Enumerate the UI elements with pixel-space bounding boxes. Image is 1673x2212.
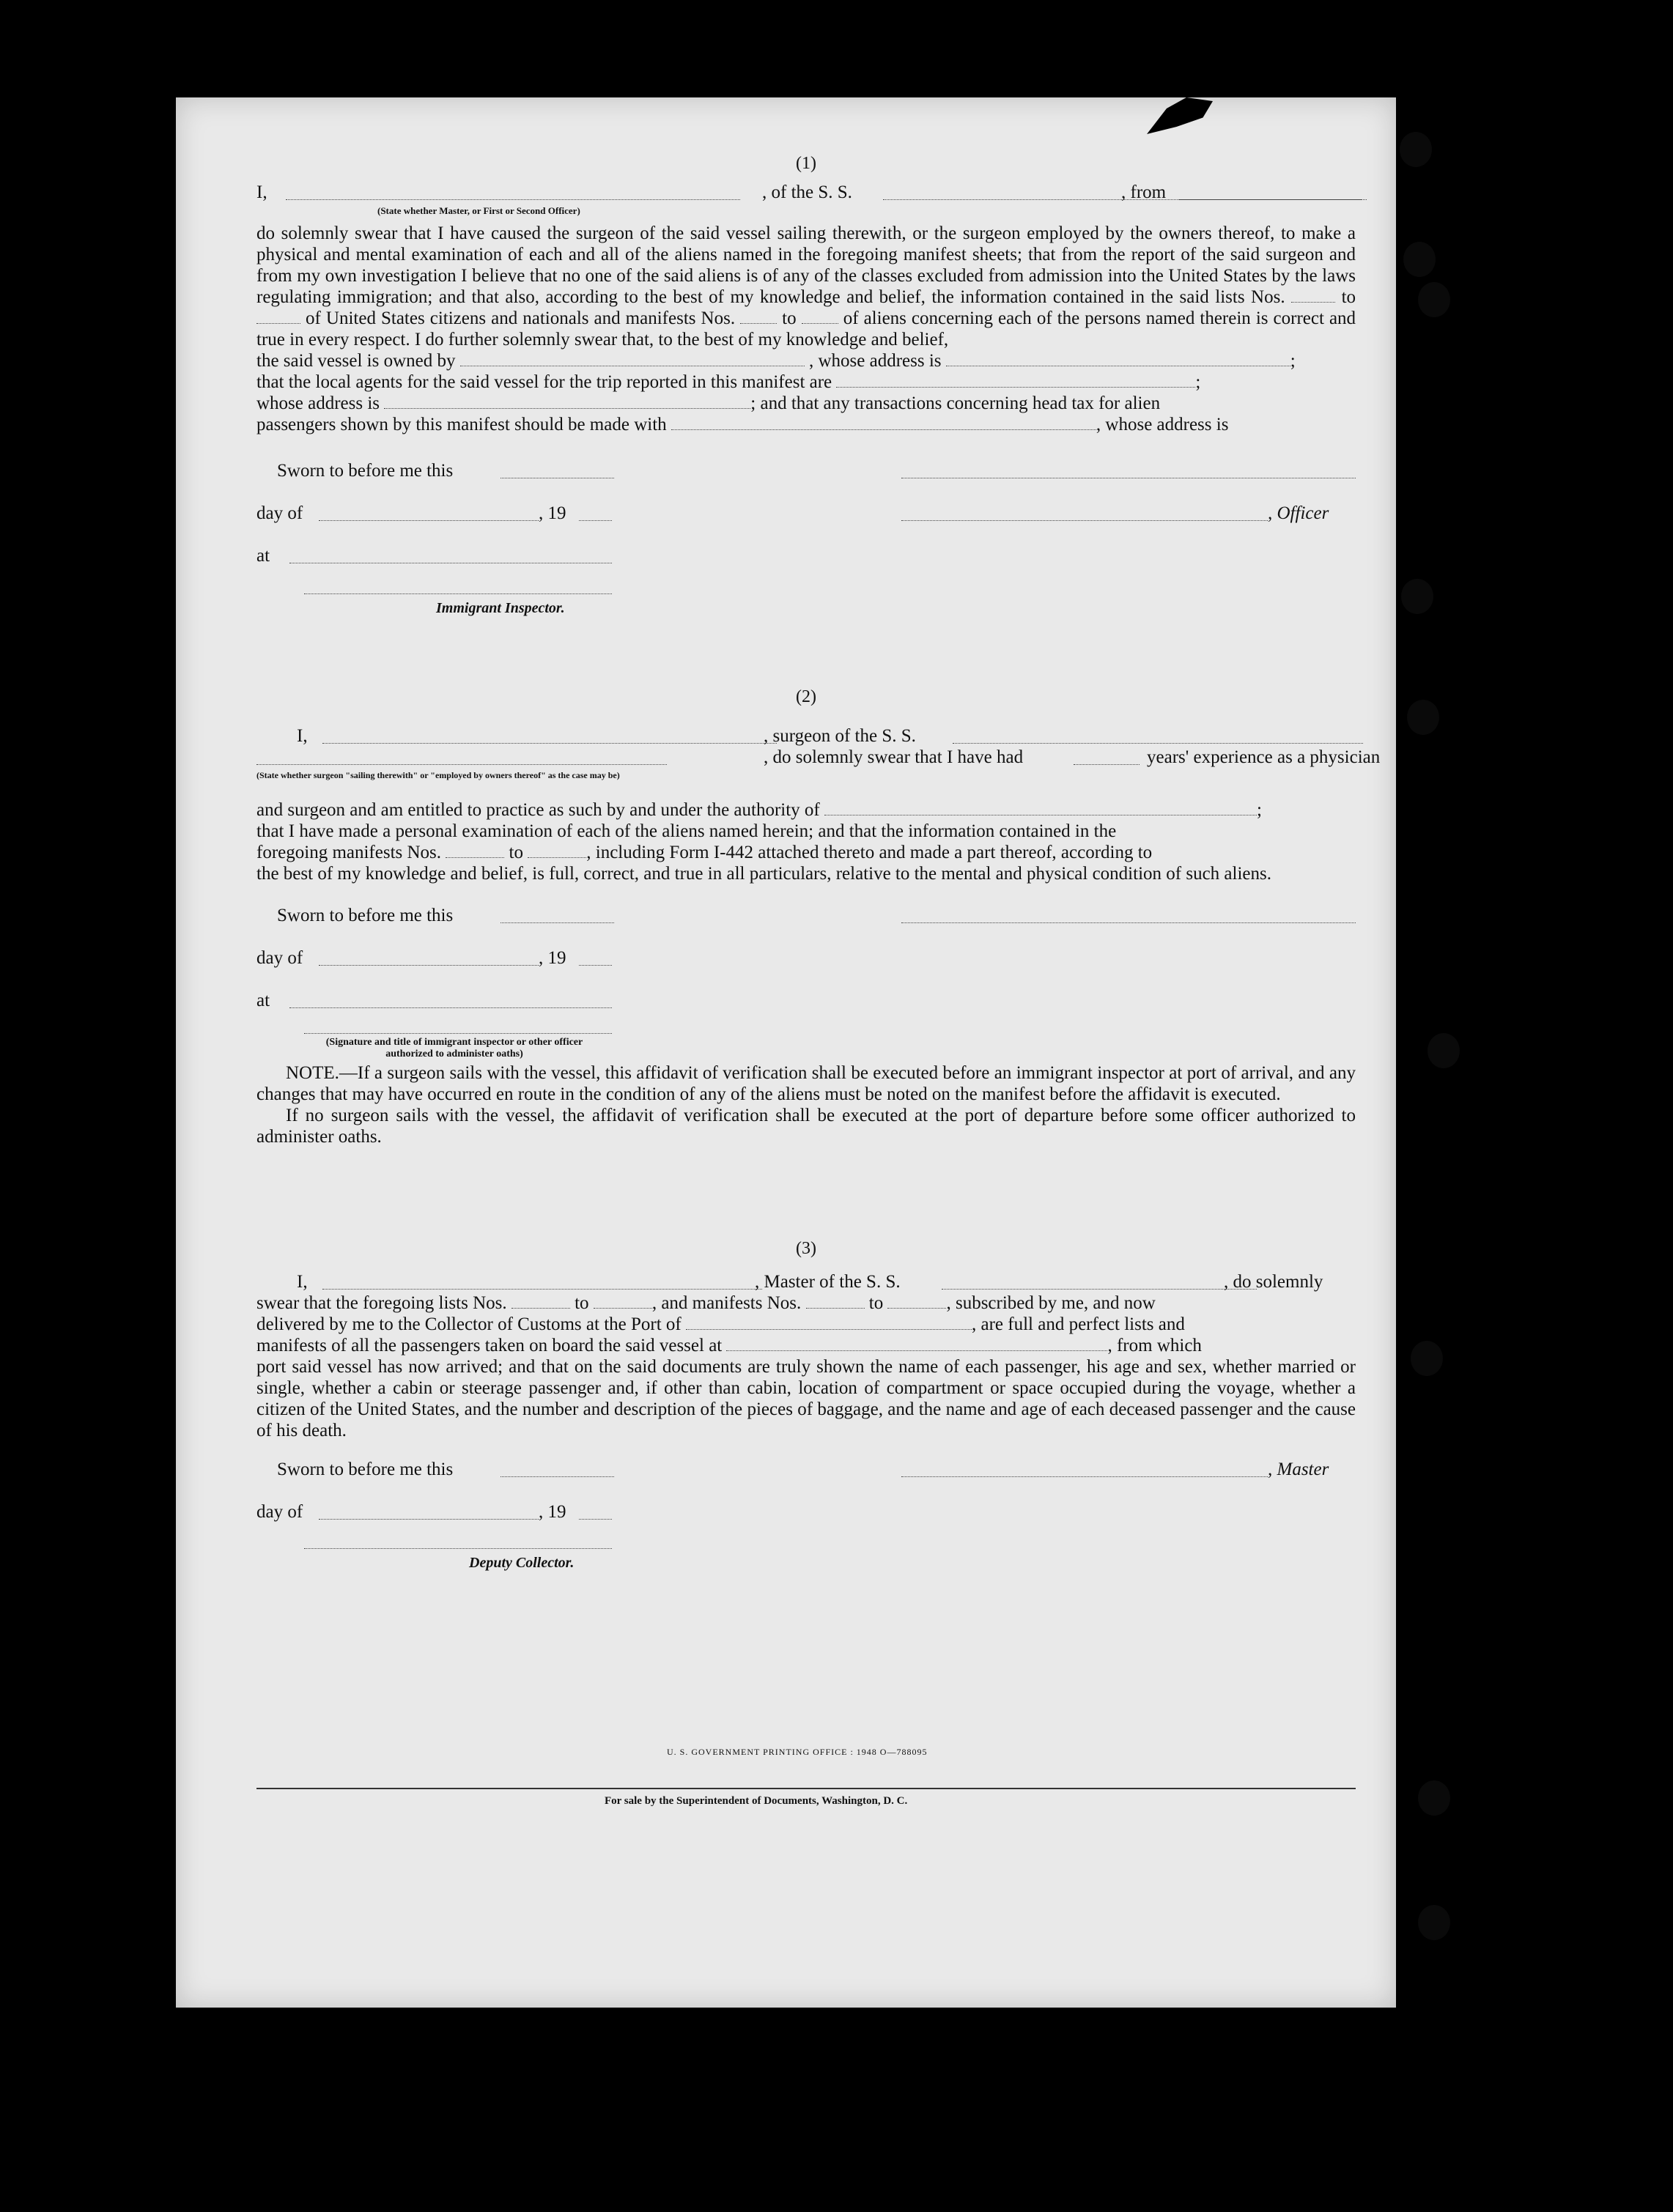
officer-caption: (State whether Master, or First or Second Officer): [377, 205, 580, 216]
at-label: at: [256, 991, 270, 1010]
year-prefix: , 19: [539, 948, 566, 968]
foregoing-manifests-line: [256, 842, 1356, 863]
sworn-date-blank: [501, 1462, 614, 1477]
sworn-label: Sworn to before me this: [277, 1460, 454, 1479]
surgeon-caption: (State whether surgeon "sailing therewith" or "employed by owners thereof" as the case may be): [256, 770, 620, 780]
master-vessel-blank: [942, 1274, 1257, 1290]
master-label: , Master: [1268, 1460, 1329, 1479]
punch-hole: [1411, 1341, 1443, 1376]
sworn-date-blank: [501, 463, 614, 478]
footer-rule: [256, 1788, 1356, 1789]
manifest-from-blank: [740, 308, 777, 324]
local-agents-line: that the local agents for the said vessel for the trip reported in this manifest are ;: [256, 372, 1201, 392]
sworn-label: Sworn to before me this: [277, 461, 454, 481]
local-agents-label: that the local agents for the said vessel for the trip reported in this manifest are: [256, 372, 832, 392]
owned-by-label: the said vessel is owned by: [256, 351, 456, 371]
foregoing-label: foregoing manifests Nos.: [256, 843, 442, 862]
year-blank: [579, 950, 612, 966]
examination-text: that I have made a personal examination of each of the aliens named herein; and that the information contained in the: [256, 821, 1117, 841]
place-blank: [289, 548, 612, 563]
day-blank: [319, 950, 539, 966]
day-blank: [319, 506, 539, 521]
sale-notice: For sale by the Superintendent of Documents, Washington, D. C.: [605, 1795, 908, 1807]
manifests-all-line: [256, 1335, 1356, 1356]
section-2-signatures: [256, 905, 1356, 1062]
inspector-caption: Immigrant Inspector.: [436, 600, 565, 616]
us-manifests-label: of United States citizens and nationals and manifests Nos.: [306, 308, 736, 328]
agents-address-blank: [384, 393, 750, 409]
at-label: at: [256, 546, 270, 566]
and-manifests-label: , and manifests Nos.: [651, 1293, 802, 1313]
officer-title-blank: [286, 185, 740, 200]
year-blank: [579, 1504, 612, 1520]
inspector-signature-line: [304, 593, 612, 594]
delivered-label: delivered by me to the Collector of Customs at the Port of: [256, 1314, 682, 1334]
passengers-label: passengers shown by this manifest should be made with: [256, 415, 667, 434]
day-blank: [319, 1504, 539, 1520]
do-solemnly-label: , do solemnly swear that I have had: [764, 747, 1024, 767]
punch-hole: [1407, 700, 1439, 735]
address-label: , whose address is: [1096, 415, 1229, 434]
year-prefix: , 19: [539, 503, 566, 523]
gpo-imprint: U. S. GOVERNMENT PRINTING OFFICE : 1948 O—788095: [667, 1747, 928, 1757]
year-blank: [579, 506, 612, 521]
surgeon-signature-blank: [901, 908, 1356, 923]
officer-label: , Officer: [1268, 503, 1329, 523]
officer-signature-line: [304, 1033, 612, 1034]
paragraph-text: therein is correct and true in every respect. I do further solemnly swear that, to the best of my knowledge and belief,: [256, 308, 1356, 349]
year-prefix: , 19: [539, 1502, 566, 1522]
to-label: to: [782, 308, 797, 328]
day-of-label: day of: [256, 503, 303, 523]
place-blank: [289, 993, 612, 1008]
swear-lists-label: swear that the foregoing lists Nos.: [256, 1293, 507, 1313]
surgeon-line: [256, 725, 1356, 747]
head-tax-label: ; and that any transactions concerning head tax for alien: [750, 393, 1161, 413]
lists-to-blank: [594, 1293, 652, 1309]
section-1-paragraph: [256, 223, 1356, 350]
punch-hole: [1428, 1033, 1460, 1068]
of-the-ss: , of the S. S.: [762, 182, 852, 202]
do-solemnly-label: , do solemnly: [1224, 1272, 1323, 1292]
note-paragraph: NOTE.—If a surgeon sails with the vessel, this affidavit of verification shall be executed before an immigrant inspector at port of arrival, and any changes that may have occurred en route in the condition of any of the aliens must be noted on the manifest before the affidavit is executed.: [256, 1063, 1356, 1104]
manifest-to-blank: [528, 843, 586, 858]
note-paragraph-2: If no surgeon sails with the vessel, the affidavit of verification shall be executed at the port of departure before some officer authorized to administer oaths.: [256, 1106, 1356, 1147]
passengers-line: [256, 414, 1356, 435]
condition-text: the best of my knowledge and belief, is full, correct, and true in all particulars, relative to the mental and physical condition of such aliens.: [256, 864, 1271, 884]
section-1-number: (1): [796, 154, 816, 173]
to-label: to: [575, 1293, 589, 1313]
from-label: , from: [1121, 182, 1167, 202]
day-of-label: day of: [256, 948, 303, 968]
section-3-number: (3): [796, 1239, 816, 1258]
head-tax-party-blank: [671, 415, 1096, 430]
agents-address-line: [256, 393, 1356, 414]
authority-label: and surgeon and am entitled to practice as such by and under the authority of: [256, 800, 820, 820]
to-label: to: [868, 1293, 884, 1313]
documents-paragraph: port said vessel has now arrived; and that on the said documents are truly shown the name of each passenger, his age and sex, whether married or single, whether a cabin or steerage passenger and, if other than cabin, location of compartment or space occupied during the voyage, whether a citizen of the United States, and the number and description of the pieces of baggage, and the name and age of each deceased passenger and the cause of his death.: [256, 1357, 1356, 1440]
authority-blank: [824, 800, 1257, 815]
manifest-from-blank: [446, 843, 504, 858]
paragraph-text: do solemnly swear that I have caused the surgeon of the said vessel sailing therewith, or the surgeon employed by the owners thereof, to make a physical and mental examination of each and all of the aliens named in the foregoing manifest sheets; that from the report of the said surgeon and from my own investigation I believe that no one of the said aliens is of any of the classes excluded from admission into the United States by the laws regulating immigration; and that also, according to the best of my knowledge and belief, the information contained in the said lists Nos.: [256, 223, 1356, 307]
punch-hole: [1418, 282, 1450, 317]
to-label: to: [509, 843, 523, 862]
manifest-to-blank: [887, 1293, 946, 1309]
section-1-first-line: [256, 182, 1356, 203]
from-port-blank: [1178, 185, 1362, 200]
master-line: [256, 1271, 1356, 1292]
to-label: to: [1341, 287, 1356, 307]
swear-lists-line: [256, 1292, 1356, 1314]
years-experience-label: years' experience as a physician: [1147, 747, 1381, 767]
lists-from-blank: [511, 1293, 570, 1309]
deputy-caption: Deputy Collector.: [469, 1555, 575, 1571]
departure-port-blank: [726, 1336, 1107, 1351]
manifest-to-blank: [802, 308, 838, 324]
agents-blank: [836, 372, 1195, 388]
pronoun-i: I,: [297, 1272, 308, 1292]
owner-address-blank: [946, 351, 1290, 366]
officer-name-blank: [901, 506, 1268, 521]
sworn-label: Sworn to before me this: [277, 906, 454, 925]
surgeon-status-blank: [256, 750, 667, 765]
affidavit-content: [256, 150, 1381, 1583]
deputy-signature-line: [304, 1548, 612, 1549]
punch-hole: [1401, 579, 1433, 614]
full-perfect-label: , are full and perfect lists and: [972, 1314, 1185, 1334]
address-label: whose address is: [256, 393, 380, 413]
lists-from-blank: [1291, 287, 1335, 303]
including-label: , including Form I-442 attached thereto and made a part thereof, according to: [586, 843, 1153, 862]
section-2-number: (2): [796, 687, 816, 706]
manifest-from-blank: [806, 1293, 865, 1309]
punch-hole: [1418, 1905, 1450, 1940]
from-which-label: , from which: [1107, 1336, 1202, 1355]
section-1-signatures: [256, 460, 1356, 625]
surgeon-name-blank: [322, 728, 777, 744]
delivered-line: [256, 1314, 1356, 1335]
lists-to-blank: [256, 308, 300, 324]
port-blank: [686, 1314, 972, 1330]
pronoun-i: I,: [297, 726, 308, 746]
surgeon-of-label: , surgeon of the S. S.: [764, 726, 916, 746]
punch-hole: [1403, 242, 1436, 277]
owned-by-line: the said vessel is owned by , whose address is ;: [256, 351, 1296, 371]
address-label: , whose address is: [808, 351, 942, 371]
punch-hole: [1418, 1780, 1450, 1816]
master-signature-blank: [901, 1462, 1268, 1477]
master-name-blank: [322, 1274, 762, 1290]
day-of-label: day of: [256, 1502, 303, 1522]
punch-hole: [1400, 132, 1432, 167]
section-3-signatures: [256, 1459, 1356, 1583]
sworn-date-blank: [501, 908, 614, 923]
years-blank: [1074, 750, 1140, 765]
owner-blank: [460, 351, 805, 366]
years-experience-line: [256, 747, 1381, 768]
authority-line: and surgeon and am entitled to practice as such by and under the authority of ;: [256, 800, 1262, 820]
master-of-label: , Master of the S. S.: [755, 1272, 901, 1292]
signature-caption: (Signature and title of immigrant inspector or other officer authorized to administer oaths): [325, 1037, 583, 1059]
pronoun-i: I,: [256, 182, 267, 202]
surgeon-vessel-blank: [953, 728, 1363, 744]
manifests-all-label: manifests of all the passengers taken on board the said vessel at: [256, 1336, 723, 1355]
aliens-label: of aliens concerning each of the persons named: [843, 308, 1195, 328]
subscribed-label: , subscribed by me, and now: [946, 1293, 1156, 1313]
officer-signature-blank: [901, 463, 1356, 478]
